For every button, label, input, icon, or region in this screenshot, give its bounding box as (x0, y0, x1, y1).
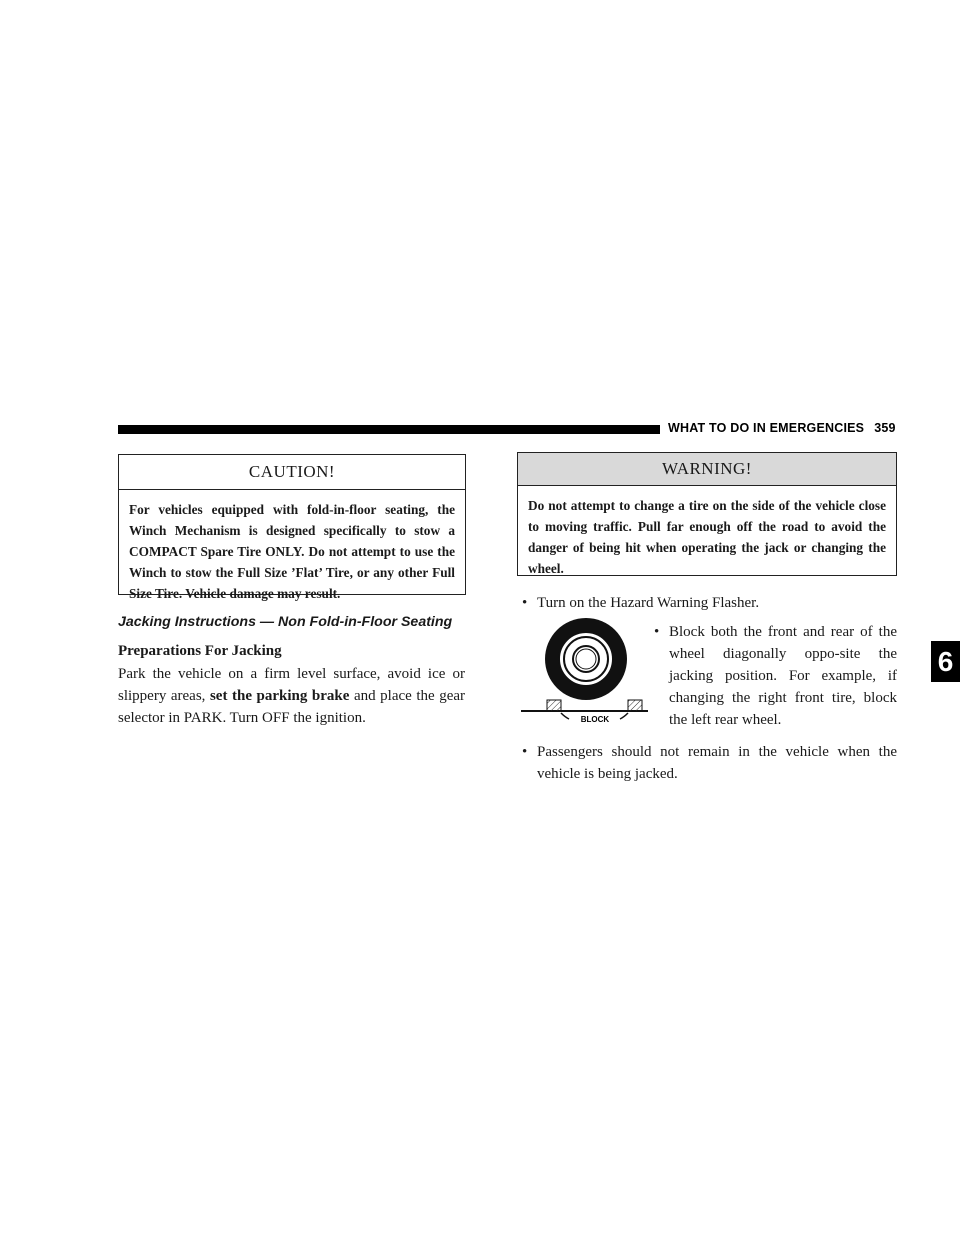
preparations-paragraph (118, 663, 465, 729)
running-header (668, 421, 896, 435)
bullet-item (522, 592, 897, 614)
bullet-text: Block both the front and rear of the wheel diagonally oppo-site the jacking position. For example, if changing the right front tire, block the left rear wheel. (669, 624, 897, 728)
prep-text-2: and place the gear selector in PARK. Turn OFF the ignition. (118, 688, 466, 726)
block-right-icon (628, 700, 642, 711)
caution-box (118, 454, 466, 601)
block-arrow-left-icon (561, 713, 569, 719)
bullet-dot: • (522, 744, 528, 760)
block-label: BLOCK (580, 715, 610, 724)
section-title: WHAT TO DO IN EMERGENCIES (668, 421, 865, 435)
bullet-dot: • (654, 624, 660, 640)
wheel-block-illustration (521, 616, 648, 724)
prep-bold-text: set the parking brake (209, 688, 350, 704)
chapter-tab: 6 (931, 641, 960, 682)
header-rule (118, 425, 660, 434)
preparations-heading: Preparations For Jacking (118, 643, 282, 659)
bullet-text: Turn on the Hazard Warning Flasher. (537, 595, 760, 611)
bullet-dot: • (522, 595, 528, 611)
warning-body: Do not attempt to change a tire on the side of the vehicle close to moving traffic. Pull far enough off the road to avoid the danger of being hit when operating the jack or changing the wheel. (528, 498, 886, 576)
block-arrow-right-icon (620, 713, 628, 719)
tire-icon (545, 618, 627, 700)
bullet-text: Passengers should not remain in the vehicle when the vehicle is being jacked. (537, 744, 897, 782)
prep-text-1: Park the vehicle on a firm level surface, avoid ice or slippery areas, (118, 666, 465, 704)
section-heading: Jacking Instructions — Non Fold-in-Floor Seating (118, 614, 453, 630)
warning-title: WARNING! (518, 453, 896, 486)
block-left-icon (547, 700, 561, 711)
bullet-item (522, 741, 897, 785)
bullet-item (654, 621, 897, 731)
page-number: 359 (874, 421, 896, 435)
warning-box (517, 452, 897, 576)
caution-title: CAUTION! (119, 455, 465, 490)
caution-body: For vehicles equipped with fold-in-floor seating, the Winch Mechanism is designed specifically to stow a COMPACT Spare Tire ONLY. Do not attempt to use the Winch to stow the Full Size ’Flat’ Tire, or any other Full Size Tire. Vehicle damage may result. (129, 502, 455, 601)
